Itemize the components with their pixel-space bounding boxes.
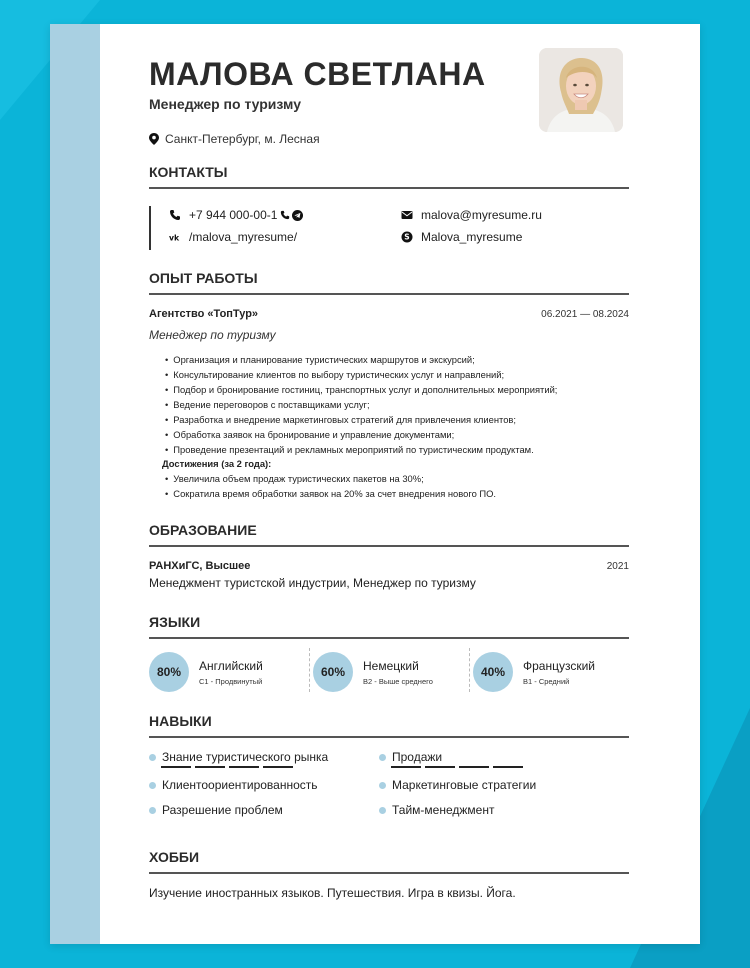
skill-item xyxy=(379,750,442,764)
education-year: 2021 xyxy=(606,561,629,572)
language-item xyxy=(473,652,595,692)
bullet-dot-icon xyxy=(149,807,156,814)
person-name: МАЛОВА СВЕТЛАНА xyxy=(149,56,486,92)
section-title-contacts: КОНТАКТЫ xyxy=(149,164,629,189)
location-pin-icon xyxy=(149,133,159,145)
list-item: • Ведение переговоров с поставщиками услуг; xyxy=(165,397,645,412)
job-header xyxy=(149,308,629,320)
section-title-skills: НАВЫКИ xyxy=(149,713,629,738)
job-duties-list xyxy=(162,352,645,501)
skill-item xyxy=(379,803,494,817)
language-level: B2 - Выше среднего xyxy=(363,676,433,686)
skill-name: Тайм-менеджмент xyxy=(392,803,495,817)
hobby-text: Изучение иностранных языков. Путешествия. Игра в квизы. Йога. xyxy=(149,886,516,900)
language-percent: 40% xyxy=(473,652,513,692)
language-level: B1 - Средний xyxy=(523,676,570,686)
skype-text[interactable]: Malova_myresume xyxy=(421,230,523,244)
job-dates: 06.2021 — 08.2024 xyxy=(541,309,629,320)
skill-level-bar xyxy=(391,766,523,768)
skill-level-bar xyxy=(161,766,293,768)
section-title-languages: ЯЗЫКИ xyxy=(149,614,629,639)
vk-text[interactable]: /malova_myresume/ xyxy=(189,230,298,244)
divider xyxy=(309,648,310,692)
list-item: • Организация и планирование туристических маршрутов и экскурсий; xyxy=(165,352,645,367)
job-role: Менеджер по туризму xyxy=(149,328,276,342)
contact-skype xyxy=(401,230,522,244)
list-item: • Сократила время обработки заявок на 20% за счет внедрения нового ПО. xyxy=(165,486,645,501)
education-description: Менеджмент туристской индустрии, Менеджер по туризму xyxy=(149,576,476,590)
list-item: • Консультирование клиентов по выбору туристических услуг и направлений; xyxy=(165,367,645,382)
phone-icon xyxy=(169,209,181,221)
skill-name: Клиентоориентированность xyxy=(162,778,318,792)
section-title-education: ОБРАЗОВАНИЕ xyxy=(149,522,629,547)
email-text[interactable]: malova@myresume.ru xyxy=(421,208,542,222)
list-item: • Увеличила объем продаж туристических пакетов на 30%; xyxy=(165,471,645,486)
divider xyxy=(469,648,470,692)
bullet-dot-icon xyxy=(149,754,156,761)
svg-text:S: S xyxy=(404,232,410,242)
section-title-hobby: ХОББИ xyxy=(149,849,629,874)
language-percent: 60% xyxy=(313,652,353,692)
telegram-icon xyxy=(292,210,303,221)
skill-name: Разрешение проблем xyxy=(162,803,283,817)
education-header xyxy=(149,560,629,572)
skill-item xyxy=(149,750,328,764)
phone-text[interactable]: +7 944 000-00-1 xyxy=(189,208,278,222)
vk-icon xyxy=(169,231,181,243)
email-icon xyxy=(401,209,413,221)
resume-sheet xyxy=(50,24,700,944)
bullet-dot-icon xyxy=(379,807,386,814)
contact-phone xyxy=(169,208,303,222)
language-percent: 80% xyxy=(149,652,189,692)
language-item xyxy=(149,652,263,692)
person-position: Менеджер по туризму xyxy=(149,96,301,112)
bullet-dot-icon xyxy=(379,782,386,789)
language-name: Немецкий xyxy=(363,658,419,673)
skill-item xyxy=(149,803,283,817)
language-name: Французский xyxy=(523,658,595,673)
skill-name: Знание туристического рынка xyxy=(162,750,329,764)
side-accent-bar xyxy=(50,24,100,944)
skill-item xyxy=(379,778,536,792)
list-item: • Разработка и внедрение маркетинговых стратегий для привлечения клиентов; xyxy=(165,412,645,427)
contact-vk xyxy=(169,230,297,244)
list-item: • Обработка заявок на бронирование и управление документами; xyxy=(165,427,645,442)
bullet-dot-icon xyxy=(379,754,386,761)
skype-icon xyxy=(401,231,413,243)
job-company: Агентство «ТопТур» xyxy=(149,308,259,320)
skill-name: Маркетинговые стратегии xyxy=(392,778,537,792)
skill-name: Продажи xyxy=(392,750,443,764)
language-name: Английский xyxy=(199,658,263,673)
achievements-label: Достижения (за 2 года): xyxy=(162,458,272,469)
profile-photo xyxy=(539,48,623,132)
contacts-block xyxy=(149,206,631,250)
skill-item xyxy=(149,778,318,792)
contact-email xyxy=(401,208,542,222)
language-level: C1 - Продвинутый xyxy=(199,676,263,686)
person-location xyxy=(149,132,320,146)
list-item: • Проведение презентаций и рекламных мероприятий по туристическим продуктам. xyxy=(165,442,645,457)
viber-icon xyxy=(280,210,290,220)
list-item: • Подбор и бронирование гостиниц, транспортных услуг и дополнительных мероприятий; xyxy=(165,382,645,397)
bullet-dot-icon xyxy=(149,782,156,789)
section-title-experience: ОПЫТ РАБОТЫ xyxy=(149,270,629,295)
education-school: РАНХиГС, Высшее xyxy=(149,560,251,572)
language-item xyxy=(313,652,433,692)
location-text: Санкт-Петербург, м. Лесная xyxy=(165,132,320,146)
svg-text:vk: vk xyxy=(169,233,180,243)
